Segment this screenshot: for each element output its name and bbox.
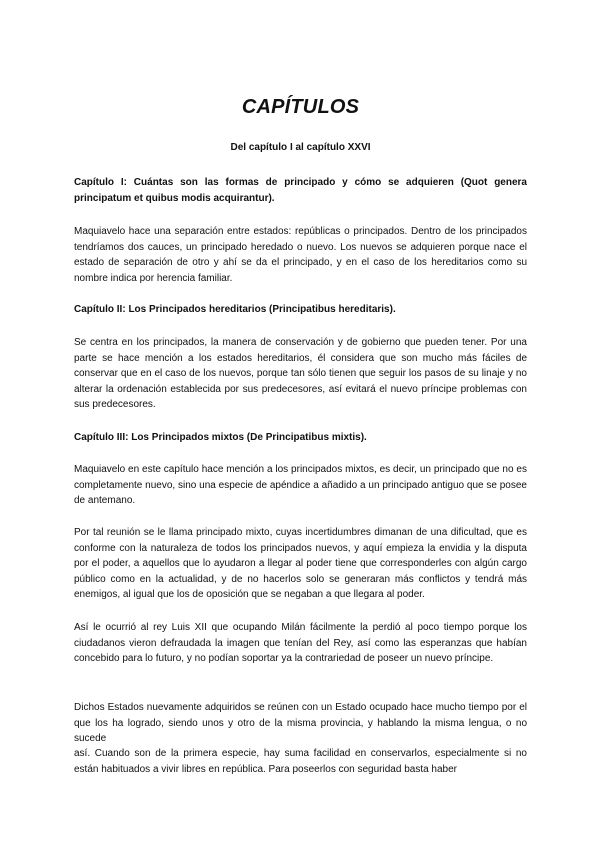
chapter-3-paragraph-4a: Dichos Estados nuevamente adquiridos se reúnen con un Estado ocupado hace mucho tiempo por el que los ha logrado, siendo unos y otro de la misma provincia, y hablando la misma lengua, o no sucede — [74, 702, 527, 744]
chapter-3-paragraph-2: Por tal reunión se le llama principado mixto, cuyas incertidumbres dimanan de una dificultad, que es conforme con la naturaleza de todos los principados nuevos, y aquí empieza la envidia y la disputa por el poder, a aquellos que lo ayudaron a llegar al poder tiene que corresponderles con algún cargo público como en la actualidad, y de no hacerlos solo se generaran más conflictos y tendrá más enemigos, al igual que los de oposición que se negaban a que llegara al poder. — [74, 527, 527, 600]
document-title: CAPÍTULOS — [241, 96, 360, 118]
chapter-2-paragraph: Se centra en los principados, la manera de conservación y de gobierno que pueden tener. Por una parte se hace mención a los estados hereditarios, él considera que son mucho más fáciles de conservar que en el caso de los nuevos, porque tan sólo tienen que seguir los pasos de su linaje y no alterar la ordenación establecida por sus predecesores, así evitará el nuevo príncipe problemas con sus predecesores. — [74, 337, 527, 410]
chapter-2-heading: Capítulo II: Los Principados hereditarios (Principatibus hereditaris). — [74, 304, 396, 315]
chapter-3-heading: Capítulo III: Los Principados mixtos (De Principatibus mixtis). — [74, 432, 367, 443]
chapter-1-paragraph: Maquiavelo hace una separación entre estados: repúblicas o principados. Dentro de los principados tendríamos dos cauces, un principado heredado o nuevo. Los nuevos se adquieren porque nace el estado de separación de otro y ahí se da el principado, y en el caso de los hereditarios como su nombre indica por herencia familiar. — [74, 226, 527, 284]
chapter-3-paragraph-1: Maquiavelo en este capítulo hace mención a los principados mixtos, es decir, un principado que no es completamente nuevo, sino una especie de apéndice a añadido a un principado antiguo que se posee de antemano. — [74, 464, 527, 506]
chapter-1-heading: Capítulo I: Cuántas son las formas de principado y cómo se adquieren (Quot genera principatum et quibus modis acquirantur). — [74, 177, 527, 204]
chapter-3-paragraph-4b: así. Cuando son de la primera especie, hay suma facilidad en conservarlos, especialmente si no están habituados a vivir libres en república. Para poseerlos con seguridad basta haber — [74, 748, 527, 775]
document-subtitle: Del capítulo I al capítulo XXVI — [230, 142, 371, 153]
chapter-3-paragraph-3: Así le ocurrió al rey Luis XII que ocupando Milán fácilmente la perdió al poco tiempo porque los ciudadanos vieron defraudada la imagen que tenían del Rey, así como las esperanzas que habían concebido para lo futuro, y no podían soportar ya la contrariedad de poseer un nuevo príncipe. — [74, 622, 527, 664]
